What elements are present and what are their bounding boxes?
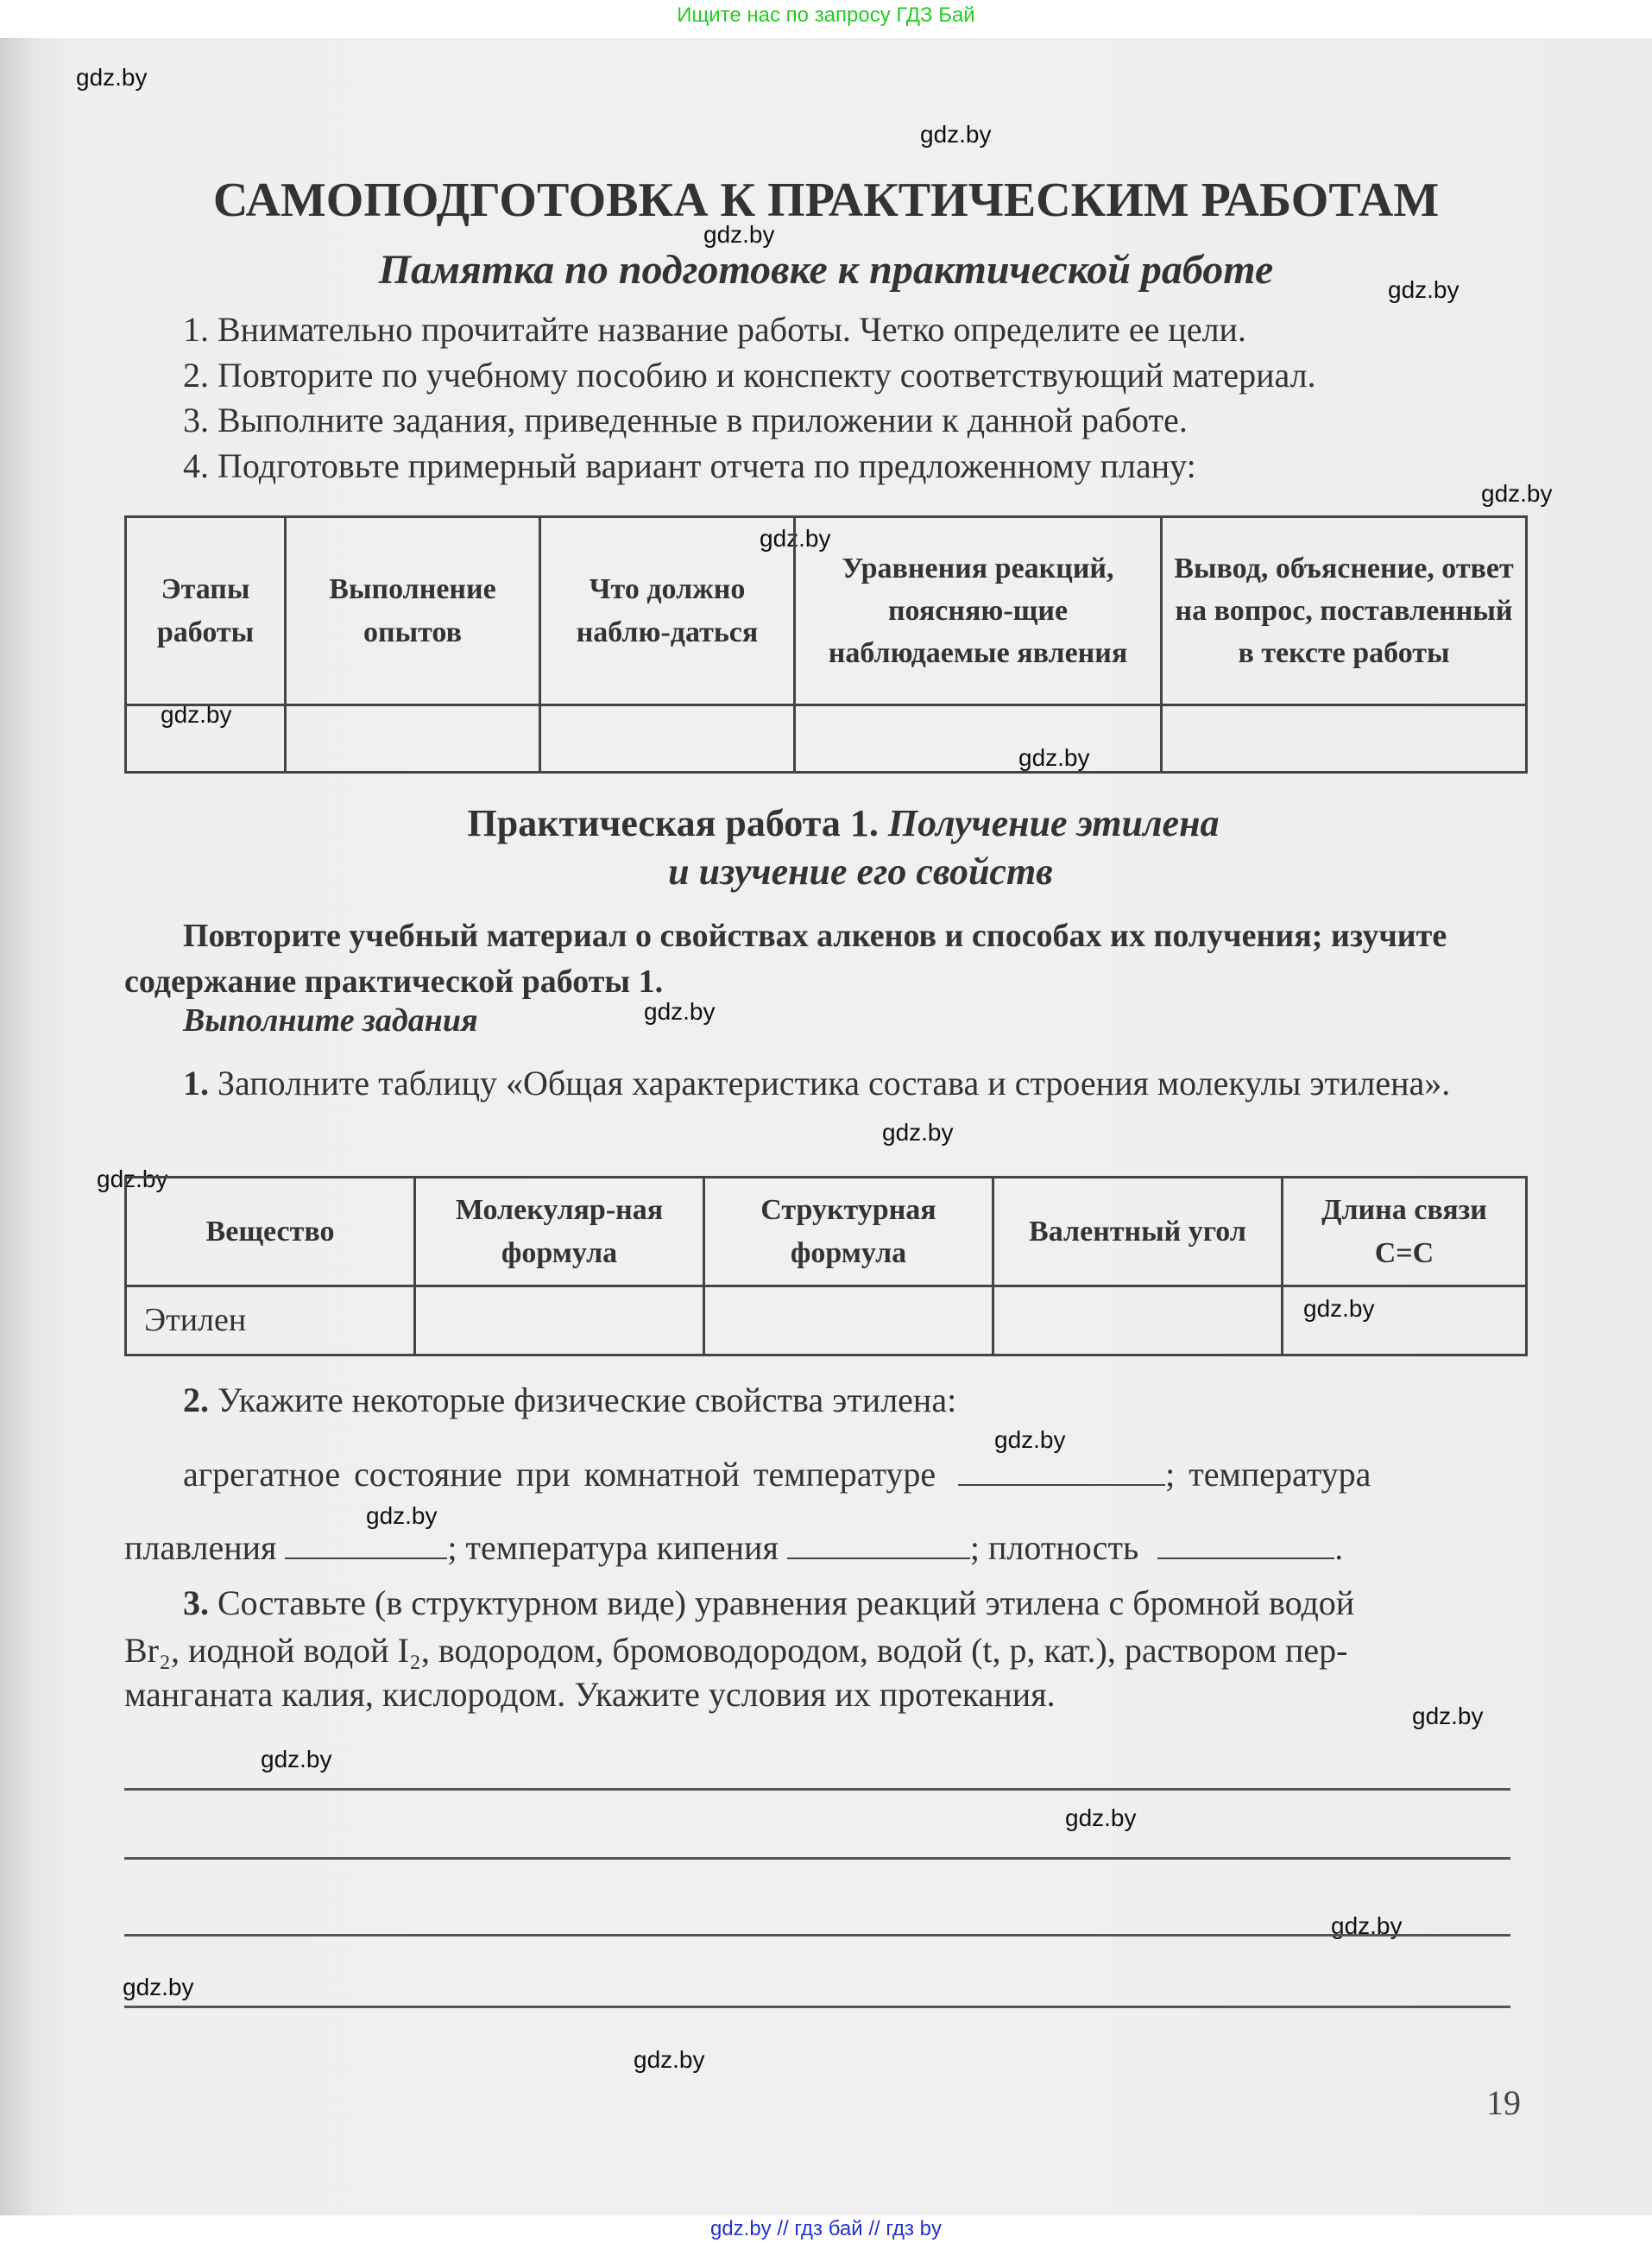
task3-text: Составьте (в структурном виде) уравнения реакций этилена с бромной водой bbox=[218, 1583, 1355, 1622]
task1-number: 1. bbox=[183, 1064, 209, 1103]
table-header-cell: Вывод, объяснение, ответ на вопрос, поставленный в тексте работы bbox=[1162, 517, 1527, 705]
section-title-topic: Получение этилена bbox=[887, 802, 1220, 844]
watermark: gdz.by bbox=[634, 2046, 705, 2073]
table-cell[interactable] bbox=[993, 1286, 1283, 1355]
watermark: gdz.by bbox=[1065, 1804, 1137, 1831]
memo-item: 2. Повторите по учебному пособию и конспекту соответствующий материал. bbox=[183, 356, 1316, 395]
table-header-cell: Молекуляр-ная формула bbox=[415, 1178, 704, 1286]
blank-melting-point[interactable] bbox=[285, 1557, 447, 1559]
task2-period: . bbox=[1334, 1528, 1344, 1567]
memo-item: 3. Выполните задания, приведенные в приложении к данной работе. bbox=[183, 401, 1188, 439]
watermark: gdz.by bbox=[1388, 276, 1460, 303]
top-banner bbox=[0, 0, 1652, 38]
watermark: gdz.by bbox=[366, 1502, 438, 1529]
section-title-line2 bbox=[0, 850, 1652, 894]
task2-line1 bbox=[183, 1454, 1529, 1494]
answer-line[interactable] bbox=[124, 1857, 1510, 1860]
watermark: gdz.by bbox=[1412, 1703, 1484, 1729]
section-title-topic-cont: и изучение его свойств bbox=[668, 850, 1053, 893]
watermark: gdz.by bbox=[76, 64, 148, 91]
page-number: 19 bbox=[1486, 2083, 1521, 2122]
table-header-cell: Уравнения реакций, поясняю-щие наблюдаемые явления bbox=[795, 517, 1162, 705]
answer-line[interactable] bbox=[124, 1788, 1510, 1791]
bottom-banner bbox=[0, 2215, 1652, 2243]
tasks-heading: Выполните задания bbox=[183, 1002, 478, 1039]
watermark: gdz.by bbox=[644, 998, 716, 1025]
table-header-cell: Структурная формула bbox=[704, 1178, 993, 1286]
table-cell[interactable] bbox=[286, 705, 540, 773]
table-header-cell: Что должно наблю-даться bbox=[540, 517, 795, 705]
table-cell-substance: Этилен bbox=[126, 1286, 415, 1355]
task2-density-label: ; плотность bbox=[969, 1528, 1139, 1567]
task1-description: Заполните таблицу «Общая характеристика состава и строения молекулы этилена». bbox=[218, 1064, 1451, 1103]
page-subtitle: Памятка по подготовке к практической работе bbox=[378, 247, 1274, 293]
blank-boiling-point[interactable] bbox=[787, 1557, 970, 1559]
task3-line2: Br₂, иодной водой I₂, водородом, бромоводородом, водой (t, p, кат.), раствором пер- bbox=[124, 1631, 1348, 1670]
watermark: gdz.by bbox=[1481, 480, 1553, 507]
table-cell[interactable] bbox=[415, 1286, 704, 1355]
task2-aggregate-state-label: агрегатное состояние при комнатной температуре bbox=[183, 1455, 936, 1494]
table-cell[interactable] bbox=[704, 1286, 993, 1355]
table-header-cell: Вещество bbox=[126, 1178, 415, 1286]
task2-melting-label: плавления bbox=[124, 1528, 277, 1567]
task2-boiling-label: ; температура кипения bbox=[447, 1528, 779, 1567]
report-plan-table bbox=[124, 515, 1528, 774]
answer-line[interactable] bbox=[124, 2006, 1510, 2008]
table-row bbox=[126, 705, 1527, 773]
watermark: gdz.by bbox=[703, 221, 775, 248]
table-header-cell: Этапы работы bbox=[126, 517, 286, 705]
section-intro: Повторите учебный материал о свойствах алкенов и способах их получения; изучите содержание практической работы 1. bbox=[124, 918, 1447, 1000]
table-cell[interactable] bbox=[795, 705, 1162, 773]
table-header-row bbox=[126, 517, 1527, 705]
watermark: gdz.by bbox=[882, 1119, 954, 1146]
table-cell[interactable] bbox=[540, 705, 795, 773]
page-title: САМОПОДГОТОВКА К ПРАКТИЧЕСКИМ РАБОТАМ bbox=[212, 174, 1440, 227]
task3-line1 bbox=[183, 1583, 1354, 1623]
task2-text bbox=[183, 1380, 956, 1420]
task2-description: Укажите некоторые физические свойства этилена: bbox=[218, 1381, 957, 1419]
task1-text bbox=[124, 1060, 1531, 1106]
table-header-cell: Выполнение опытов bbox=[286, 517, 540, 705]
watermark: gdz.by bbox=[760, 525, 831, 552]
table-cell[interactable] bbox=[126, 705, 286, 773]
task2-line2 bbox=[124, 1527, 1343, 1568]
table-cell[interactable] bbox=[1283, 1286, 1527, 1355]
watermark: gdz.by bbox=[1018, 744, 1090, 771]
task2-label: ; температура bbox=[1165, 1455, 1371, 1494]
memo-item: 1. Внимательно прочитайте название работы. Четко определите ее цели. bbox=[183, 310, 1246, 349]
watermark: gdz.by bbox=[920, 121, 992, 148]
watermark: gdz.by bbox=[1331, 1912, 1403, 1939]
answer-line[interactable] bbox=[124, 1934, 1510, 1937]
bottom-banner-links[interactable]: gdz.by // гдз бай // гдз by bbox=[709, 2217, 943, 2240]
section-title-number: Практическая работа 1. bbox=[467, 802, 879, 844]
watermark: gdz.by bbox=[161, 701, 232, 728]
ethylene-characteristics-table bbox=[124, 1176, 1528, 1356]
task3-number: 3. bbox=[183, 1583, 209, 1622]
blank-density[interactable] bbox=[1157, 1557, 1334, 1559]
watermark: gdz.by bbox=[1303, 1295, 1375, 1322]
table-header-cell: Валентный угол bbox=[993, 1178, 1283, 1286]
table-header-row bbox=[126, 1178, 1527, 1286]
watermark: gdz.by bbox=[994, 1426, 1066, 1453]
table-header-cell: Длина связи C=C bbox=[1283, 1178, 1527, 1286]
task3-line3: манганата калия, кислородом. Укажите условия их протекания. bbox=[124, 1675, 1056, 1714]
blank-aggregate-state[interactable] bbox=[958, 1483, 1165, 1486]
watermark: gdz.by bbox=[123, 1974, 194, 2000]
task2-number: 2. bbox=[183, 1381, 209, 1419]
memo-item: 4. Подготовьте примерный вариант отчета по предложенному плану: bbox=[183, 446, 1196, 485]
watermark: gdz.by bbox=[261, 1746, 332, 1772]
watermark: gdz.by bbox=[97, 1166, 168, 1192]
top-banner-text[interactable]: Ищите нас по запросу ГДЗ Бай bbox=[677, 3, 975, 27]
section-title bbox=[0, 801, 1652, 845]
table-row bbox=[126, 1286, 1527, 1355]
table-cell[interactable] bbox=[1162, 705, 1527, 773]
